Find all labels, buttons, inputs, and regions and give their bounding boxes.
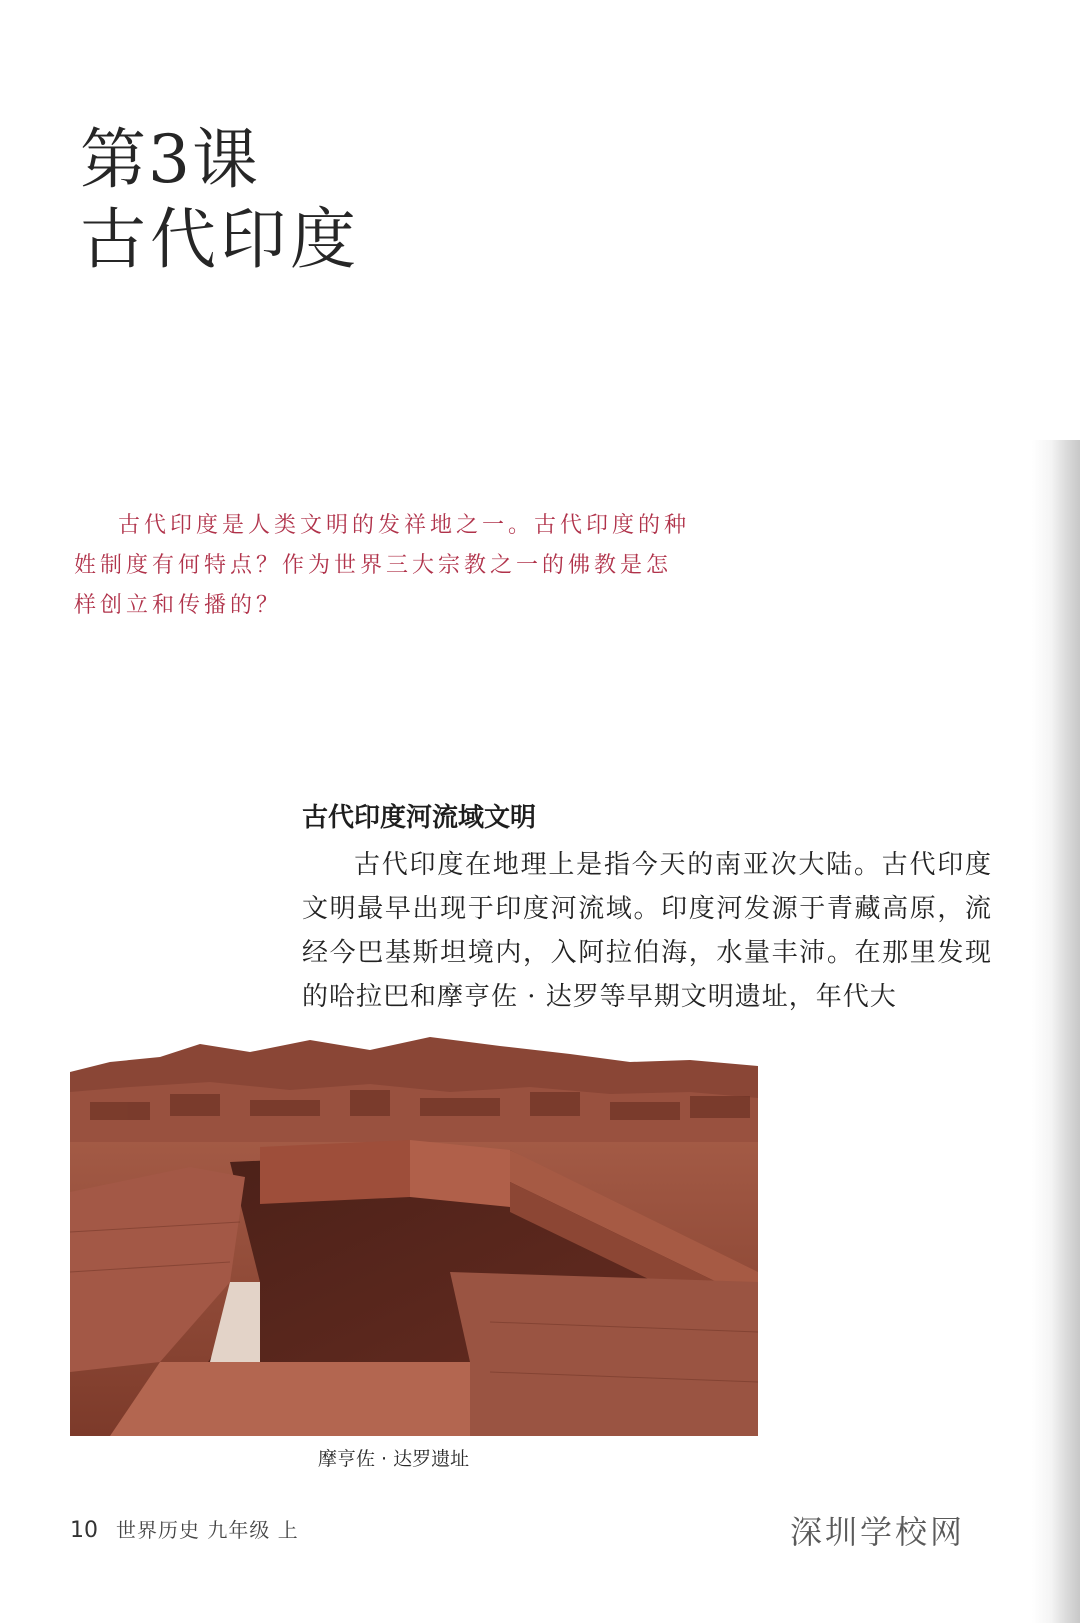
page-edge-shadow [1032, 440, 1080, 1623]
lesson-number: 第3课 [80, 121, 260, 198]
intro-paragraph: 古代印度是人类文明的发祥地之一。古代印度的种姓制度有何特点？作为世界三大宗教之一的佛教是怎样创立和传播的？ [74, 513, 691, 618]
page-footer [70, 1514, 299, 1544]
figure-caption: 摩亨佐 · 达罗遗址 [318, 1448, 470, 1470]
lesson-title: 古代印度 [80, 201, 360, 278]
book-title: 世界历史 九年级 上 [116, 1518, 299, 1542]
ruins-photo [70, 1032, 758, 1436]
watermark-text: 深圳学校网 [790, 1513, 966, 1551]
section-heading: 古代印度河流域文明 [302, 803, 537, 833]
page-number: 10 [70, 1518, 98, 1543]
section-body-text: 古代印度在地理上是指今天的南亚次大陆。古代印度文明最早出现于印度河流域。印度河发源于青藏高原，流经今巴基斯坦境内，入阿拉伯海，水量丰沛。在那里发现的哈拉巴和摩亨佐 · 达罗等早期文明遗址，年代大 [302, 850, 992, 1012]
